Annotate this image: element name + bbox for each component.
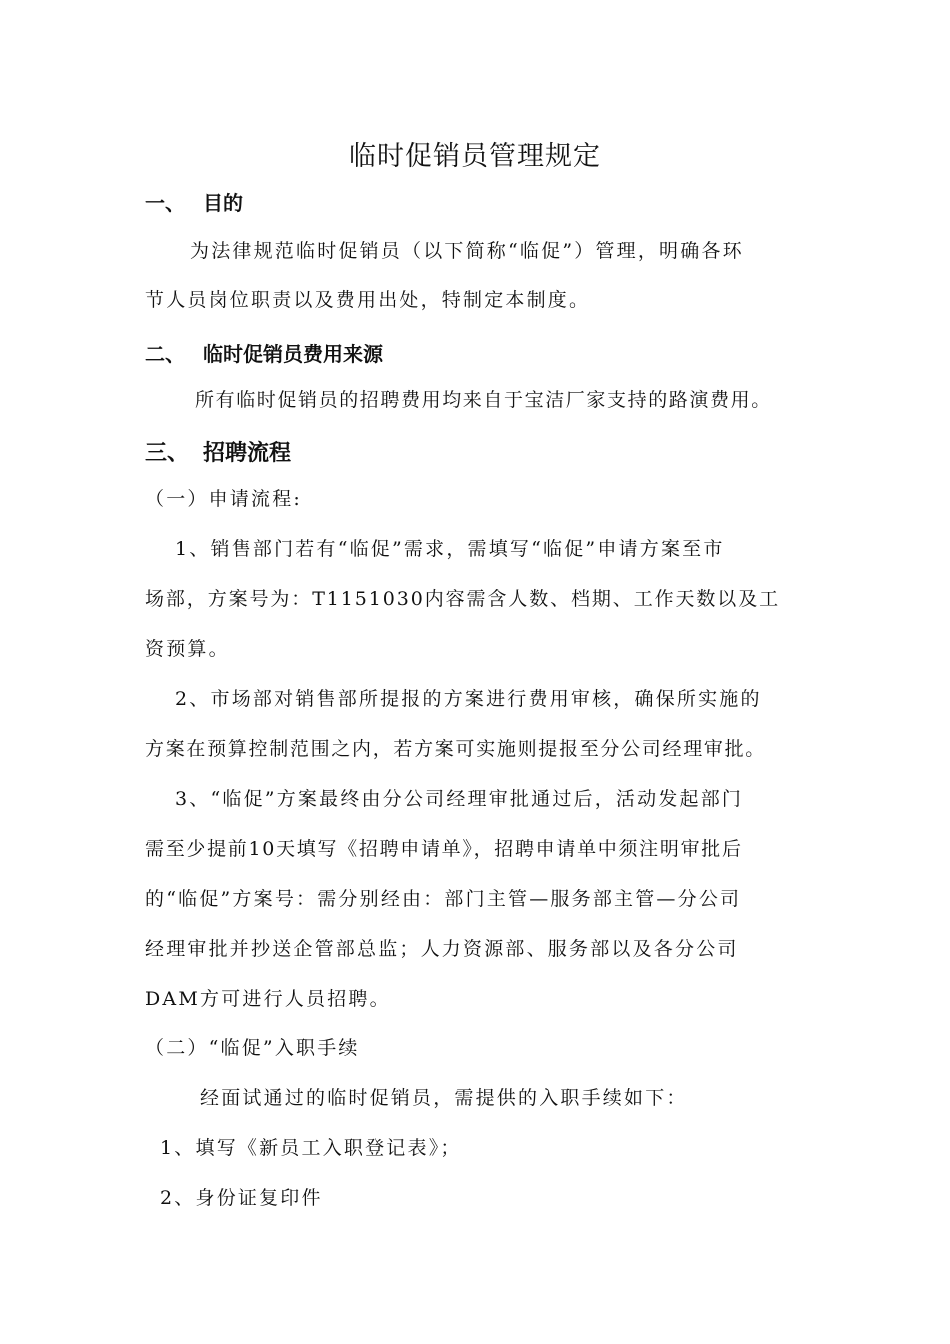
section-heading-3: [145, 436, 291, 467]
paragraph-line: 为法律规范临时促销员（以下简称“临促”）管理，明确各环: [190, 240, 744, 262]
section-number: 三、: [145, 441, 190, 466]
section-title: 招聘流程: [203, 441, 292, 466]
paragraph-line: DAM方可进行人员招聘。: [145, 988, 391, 1010]
paragraph-line: 经面试通过的临时促销员，需提供的入职手续如下：: [200, 1087, 688, 1109]
paragraph-line: 1、销售部门若有“临促”需求，需填写“临促”申请方案至市: [175, 538, 725, 560]
section-heading-2: [145, 338, 383, 367]
subsection-title: （二）“临促”入职手续: [145, 1037, 360, 1059]
list-item: 1、填写《新员工入职登记表》；: [160, 1137, 462, 1159]
section-title: 临时促销员费用来源: [203, 342, 383, 366]
paragraph-line: 节人员岗位职责以及费用出处，特制定本制度。: [145, 289, 591, 311]
paragraph-line: 的“临促”方案号：需分别经由：部门主管—服务部主管—分公司: [145, 888, 742, 910]
section-number: 二、: [145, 342, 185, 366]
paragraph-line: 2、市场部对销售部所提报的方案进行费用审核，确保所实施的: [175, 688, 762, 710]
subsection-title: （一）申请流程:: [145, 488, 303, 510]
document-title: 临时促销员管理规定: [349, 141, 601, 172]
section-number: 一、: [145, 191, 185, 215]
paragraph-line: 3、“临促”方案最终由分公司经理审批通过后，活动发起部门: [175, 788, 744, 810]
paragraph-line: 经理审批并抄送企管部总监；人力资源部、服务部以及各分公司: [145, 938, 739, 960]
paragraph-line: 场部，方案号为：T1151030内容需含人数、档期、工作天数以及工: [145, 588, 780, 610]
section-heading-1: [145, 187, 243, 216]
paragraph-line: 需至少提前10天填写《招聘申请单》，招聘申请单中须注明审批后: [145, 838, 743, 860]
paragraph-line: 方案在预算控制范围之内，若方案可实施则提报至分公司经理审批。: [145, 738, 767, 760]
section-title: 目的: [203, 191, 243, 215]
paragraph-line: 所有临时促销员的招聘费用均来自于宝洁厂家支持的路演费用。: [195, 389, 772, 411]
paragraph-line: 资预算。: [145, 638, 230, 660]
list-item: 2、身份证复印件: [160, 1187, 323, 1209]
